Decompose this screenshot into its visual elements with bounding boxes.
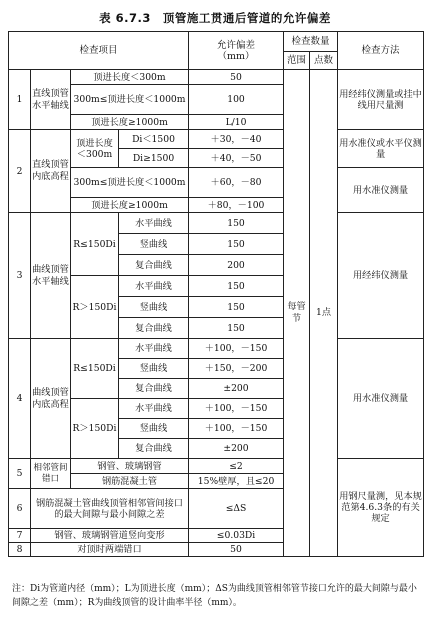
- header-qty: 检查数量: [284, 32, 338, 52]
- table-row: 7 钢管、玻璃钢管道竖向变形 ≤0.03Di: [9, 529, 424, 543]
- table-row: 4 曲线顶管内底高程 R≤150Di 水平曲线 ＋100，－150 用水准仪测量: [9, 339, 424, 359]
- table-row: 3 曲线顶管水平轴线 R≤150Di 水平曲线 150 用经纬仪测量: [9, 213, 424, 234]
- range-cell: 每管节: [284, 70, 310, 557]
- table-row: 8 对顶时两端错口 50: [9, 543, 424, 557]
- header-method: 检查方法: [338, 32, 424, 70]
- table-row: 5 相邻管间错口 钢管、玻璃钢管 ≤2 用钢尺量测，见本规范第4.6.3条的有关规定: [9, 459, 424, 474]
- header-item: 检查项目: [9, 32, 189, 70]
- table-title: 表 6.7.3 顶管施工贯通后管道的允许偏差: [99, 11, 331, 25]
- header-row: [9, 32, 424, 52]
- points-cell: 1点: [310, 70, 338, 557]
- header-tolerance: 允许偏差 （mm）: [189, 32, 284, 70]
- header-points: 点数: [310, 52, 338, 70]
- table-row: 1 直线顶管水平轴线 顶进长度＜300m 50 每管节 1点 用经纬仪测量或挂中线用尺量测: [9, 70, 424, 85]
- header-range: 范围: [284, 52, 310, 70]
- table-row: 2 直线顶管内底高程 顶进长度＜300m Di＜1500 ＋30，－40 用水准仪或水平仪测量: [9, 130, 424, 149]
- table-note: 注：Di为管道内径（mm）；L为顶进长度（mm）；ΔS为曲线顶管相邻管节接口允许的最大间隙与最小间隙之差（mm）；R为曲线顶管的设计曲率半径（mm）。: [12, 584, 417, 608]
- table-row: 6 钢筋混凝土管曲线顶管相邻管间接口的最大间隙与最小间隙之差 ≤ΔS: [9, 489, 424, 529]
- tolerance-table: 检查项目 允许偏差 （mm） 检查数量 检查方法 范围 点数 1 直线顶管水平轴线 顶进长度＜300m 50 每管节 1点 用经纬仪测量或挂中线用尺量测 300m≤顶进长度＜1000m 100 顶进长度≥1000m L/10 2 直线顶管内底高程 顶进长度＜300m Di＜1500 ＋30，－40 用水准仪或水平仪测量 Di≥1500 ＋40，－50 300m≤顶进长度＜1000m ＋60，－80 用水准仪测量 顶进长度≥1000m ＋80，－100 3 曲线顶管水平轴线 R≤150Di 水平曲线 150 用经纬仪测量 竖曲线 150 复合曲线 200 R＞150Di 水平曲线 150 竖曲线 150 复合曲线 150 4 曲线顶管内底高程 R≤150Di 水平曲线 ＋100，－150 用水准仪测量 竖曲线 ＋150，－200 复合曲线 ±200 R＞150Di 水平曲线 ＋100，－150 竖曲线 ＋100，－150 复合曲线 ±200 5 相邻管间错口 钢管、玻璃钢管 ≤2 用钢尺量测，见本规范第4.6.3条的有关规定 钢筋混凝土管 15%壁厚，且≤20 6 钢筋混凝土管曲线顶管相邻管间接口的最大间隙与最小间隙之差 ≤ΔS 7 钢管、玻璃钢管道竖向变形 ≤0.03Di 8 对顶时两端错口 50: [8, 31, 424, 557]
